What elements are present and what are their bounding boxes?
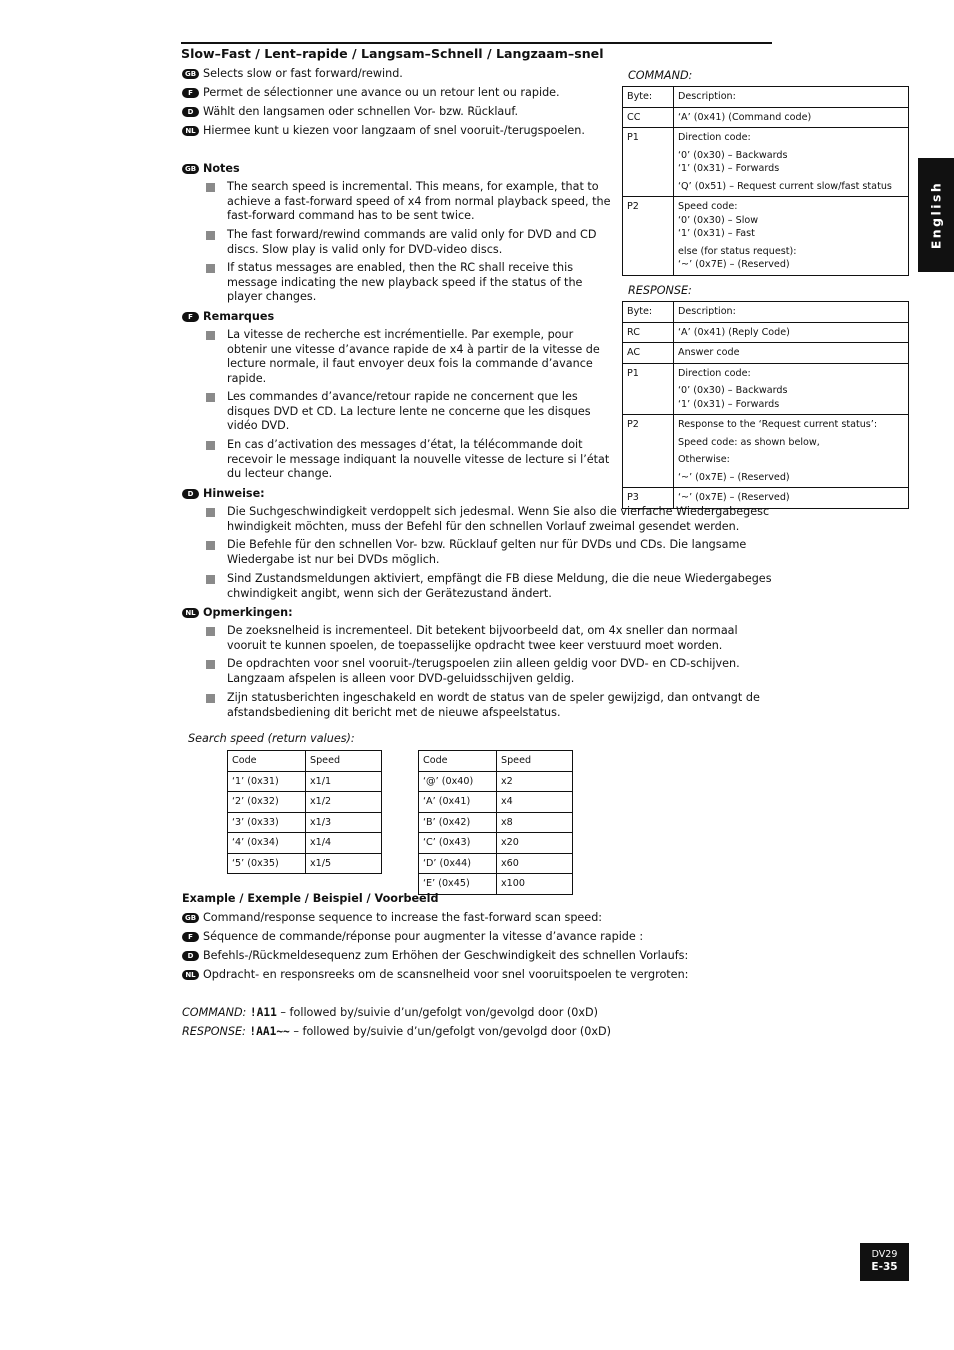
response-label: RESPONSE: [628,284,692,297]
note-item: En cas d’activation des messages d’état, la télécommande doit recevoir le message indiquant la nouvelle vitesse de lecture si l’état du lecteur change. [227,438,610,481]
model-label: DV29 [871,1249,898,1260]
note-item: Zijn statusberichten ingeschakeld en wordt de status van de speler gewijzigd, dan ontvangt de afstandsbediening dit bericht met de nieuwe afspeelstatus. [227,691,760,719]
intro-gb [182,67,403,80]
bullet-square [206,183,215,192]
note-item: Die Befehle für den schnellen Vor- bzw. Rücklauf gelten nur für DVDs und CDs. Die langsame Wiedergabe ist nur bei DVDs möglich. [227,538,747,566]
note-item: La vitesse de recherche est incrémentielle. Par exemple, pour obtenir une vitesse d’avance rapide de x4 à partir de la vitesse de lecture normale, il faut envoyer deux fois la commande d’avance rapide. [227,328,600,385]
intro-text: Wählt den langsamen oder schnellen Vor- bzw. Rücklauf. [203,105,519,118]
example-line-gb: GB Command/response sequence to increase the fast-forward scan speed: [182,911,602,924]
speed-table-a: Code Speed ‘1’ (0x31) x1/1 ‘2’ (0x32) x1/2 ‘3’ (0x33) x1/3 ‘4’ (0x34) x1/4 ‘5’ (0x35) x1/5 [227,750,382,874]
bullet-square [206,331,215,340]
notes-heading-f: F Remarques [182,310,274,323]
title-rule [181,42,772,44]
lang-badge-nl: NL [182,970,199,980]
intro-f [182,86,560,99]
response-table: Byte: Description: RC ‘A’ (0x41) (Reply Code) AC Answer code P1 Direction code: ‘0’ (0x30) – Backwards ‘1’ (0x31) – Forwards P2 Response to the ‘Request current status’: Speed code: as shown below, Otherwise: ‘~’ (0x7E) – (Reserved) P3 ‘~’ (0x7E) – (Reserved) [622,301,909,509]
note-item: The search speed is incremental. This means, for example, that to achieve a fast-forward speed of x4 from normal playback speed, the fast-forward command has to be sent twice. [227,180,611,223]
language-side-tab: English [918,158,954,272]
notes-heading-gb: GB Notes [182,162,240,175]
bullet-square [206,694,215,703]
bullet-square [206,508,215,517]
intro-text: Hiermee kunt u kiezen voor langzaam of snel vooruit-/terugspoelen. [203,124,585,137]
search-speed-label: Search speed (return values): [188,732,355,745]
example-line-f: F Séquence de commande/réponse pour augmenter la vitesse d’avance rapide : [182,930,643,943]
notes-heading-d: D Hinweise: [182,487,265,500]
bullet-square [206,541,215,550]
bullet-square [206,393,215,402]
lang-badge-d: D [182,951,199,961]
bullet-square [206,575,215,584]
example-response: RESPONSE: !AA1~~ – followed by/suivie d’un/gefolgt von/gevolgd door (0xD) [182,1025,611,1038]
note-item: The fast forward/rewind commands are valid only for DVD and CD discs. Slow play is valid only for DVD-video discs. [227,228,597,256]
intro-text: Permet de sélectionner une avance ou un retour lent ou rapide. [203,86,560,99]
bullet-square [206,231,215,240]
lang-badge-d: D [182,489,199,499]
example-line-d: D Befehls-/Rückmeldesequenz zum Erhöhen der Geschwindigkeit des schnellen Vorlaufs: [182,949,688,962]
bullet-square [206,627,215,636]
lang-badge-f: F [182,88,199,98]
command-table: Byte: Description: CC ‘A’ (0x41) (Command code) P1 Direction code: ‘0’ (0x30) – Backwards ‘1’ (0x31) – Forwards ‘Q’ (0x51) – Request current slow/fast status P2 Speed code: ‘0’ (0x30) – Slow ‘1’ (0x31) – Fast else (for status request): ‘~’ (0x7E) – (Reserved) [622,86,909,276]
section-title: Slow–Fast / Lent–rapide / Langsam–Schnell / Langzaam–snel [181,46,604,61]
bullet-square [206,264,215,273]
intro-d [182,105,518,118]
lang-badge-f: F [182,932,199,942]
lang-badge-gb: GB [182,913,199,923]
intro-nl [182,124,585,137]
lang-badge-nl: NL [182,126,199,136]
note-item: De zoeksnelheid is incrementeel. Dit betekent bijvoorbeeld dat, om 4x sneller dan normaal vooruit te kunnen spoelen, de toepasselijke opdracht twee keer verstuurd moet worden. [227,624,738,652]
command-label: COMMAND: [628,69,693,82]
page-number: E-35 [871,1261,898,1273]
bullet-square [206,441,215,450]
page-number-box [860,1243,909,1281]
example-heading: Example / Exemple / Beispiel / Voorbeeld [182,892,439,905]
note-item: De opdrachten voor snel vooruit-/terugspoelen ziin alleen geldig voor DVD- en CD-schijven. Langzaam afspelen is alleen voor DVD-geluidsschijven geldig. [227,657,740,685]
note-item: Sind Zustandsmeldungen aktiviert, empfängt die FB diese Meldung, die die neue Wiedergabeges chwindigkeit angibt, wenn sich der Gerätezustand ändert. [227,572,772,600]
bullet-square [206,660,215,669]
note-item: Die Suchgeschwindigkeit verdoppelt sich jedesmal. Wenn Sie also die vierfache Wiedergabegesc hwindigkeit möchten, muss der Befehl für den schnellen Vorlauf zweimal gesendet werden. [227,505,770,533]
lang-badge-gb: GB [182,69,199,79]
lang-badge-f: F [182,312,199,322]
lang-badge-d: D [182,107,199,117]
example-line-nl: NL Opdracht- en responsreeks om de scansnelheid voor snel vooruitspoelen te vergroten: [182,968,688,981]
notes-heading-nl: NL Opmerkingen: [182,606,293,619]
speed-table-b: Code Speed ‘@’ (0x40) x2 ‘A’ (0x41) x4 ‘B’ (0x42) x8 ‘C’ (0x43) x20 ‘D’ (0x44) x60 ‘E’ (0x45) x100 [418,750,573,895]
intro-text: Selects slow or fast forward/rewind. [203,67,403,80]
lang-badge-gb: GB [182,164,199,174]
note-item: If status messages are enabled, then the RC shall receive this message indicating the new playback speed if the status of the player changes. [227,261,583,304]
note-item: Les commandes d’avance/retour rapide ne concernent que les disques DVD et CD. La lecture lente ne concerne que les disques vidéo DVD. [227,390,591,433]
lang-badge-nl: NL [182,608,199,618]
example-command: COMMAND: !A11 – followed by/suivie d’un/gefolgt von/gevolgd door (0xD) [182,1006,598,1019]
